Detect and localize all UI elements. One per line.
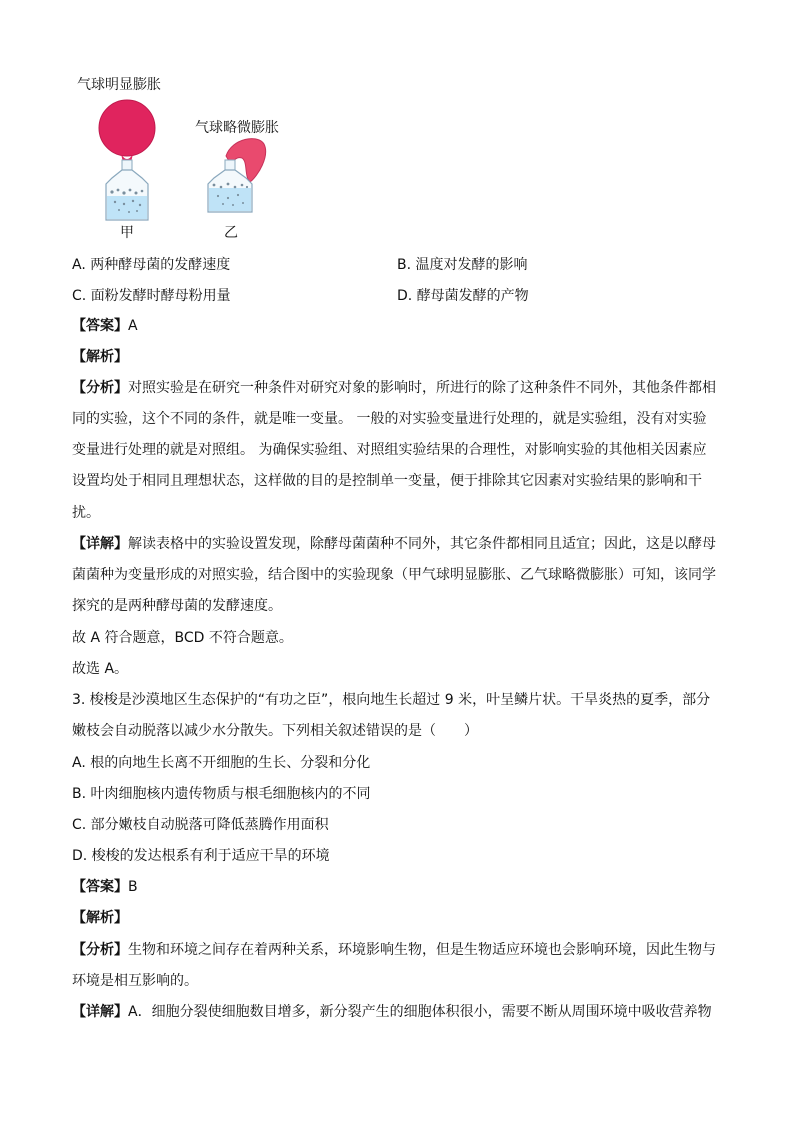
answer-value: A bbox=[128, 318, 138, 334]
label-jia: 甲 bbox=[120, 225, 134, 241]
bottle-yi-liquid bbox=[209, 188, 251, 211]
bottle-jia bbox=[99, 100, 155, 220]
q2-xiangjie-line-2: 菌菌种为变量形成的对照实验，结合图中的实验现象（甲气球明显膨胀、乙气球略微膨胀）可知，该同学 bbox=[72, 567, 716, 583]
bottle-jia-liquid bbox=[107, 196, 147, 219]
q2-answer bbox=[72, 316, 138, 336]
xiangjie-text: 解读表格中的实验设置发现，除酵母菌菌种不同外，其它条件都相同且适宜；因此，这是以酵母 bbox=[128, 536, 716, 552]
q2-analysis-tag: 【解析】 bbox=[72, 349, 128, 365]
q3-stem-line-2: 嫩枝会自动脱落以减少水分散失。下列相关叙述错误的是（ ） bbox=[72, 723, 478, 739]
answer-tag: 【答案】 bbox=[72, 318, 128, 334]
q2-xiangjie-line-1 bbox=[72, 534, 716, 554]
option-d-letter: D. bbox=[397, 288, 413, 304]
fenxi-text: 对照实验是在研究一种条件对研究对象的影响时，所进行的除了这种条件不同外，其他条件都相 bbox=[128, 380, 716, 396]
large-balloon bbox=[99, 100, 155, 156]
fenxi-tag: 【分析】 bbox=[72, 380, 128, 396]
q3-option-a: A. 根的向地生长离不开细胞的生长、分裂和分化 bbox=[72, 755, 371, 771]
bottle-yi bbox=[208, 139, 266, 212]
xiangjie-tag: 【详解】 bbox=[72, 1004, 128, 1020]
answer-tag: 【答案】 bbox=[72, 879, 128, 895]
q3-option-d: D. 梭梭的发达根系有利于适应干旱的环境 bbox=[72, 848, 330, 864]
option-d-text: 酵母菌发酵的产物 bbox=[416, 288, 529, 304]
option-d bbox=[397, 286, 529, 306]
q2-xiangjie-line-3: 探究的是两种酵母菌的发酵速度。 bbox=[72, 598, 282, 614]
q2-fenxi-line-2: 同的实验，这个不同的条件，就是唯一变量。 一般的对实验变量进行处理的，就是实验组，没有对实验 bbox=[72, 411, 707, 427]
q3-fenxi-line-2: 环境是相互影响的。 bbox=[72, 973, 198, 989]
left-balloon-caption: 气球明显膨胀 bbox=[77, 77, 161, 93]
option-b-text: 温度对发酵的影响 bbox=[415, 257, 528, 273]
label-yi: 乙 bbox=[224, 225, 238, 241]
option-b-letter: B. bbox=[397, 257, 412, 273]
q2-fenxi-line-5: 扰。 bbox=[72, 505, 100, 521]
xiangjie-tag: 【详解】 bbox=[72, 536, 128, 552]
option-a bbox=[72, 255, 230, 275]
q3-option-b: B. 叶肉细胞核内遗传物质与根毛细胞核内的不同 bbox=[72, 786, 371, 802]
option-c bbox=[72, 286, 231, 306]
q2-fenxi-line-4: 设置均处于相同且理想状态，这样做的目的是控制单一变量，便于排除其它因素对实验结果的影响和干 bbox=[72, 473, 702, 489]
q3-answer bbox=[72, 877, 138, 897]
q2-fenxi-line-1 bbox=[72, 378, 716, 398]
answer-value: B bbox=[128, 879, 138, 895]
fermentation-figure bbox=[72, 72, 302, 242]
q3-fenxi-line-1 bbox=[72, 940, 716, 960]
q2-fenxi-line-3: 变量进行处理的就是对照组。 为确保实验组、对照组实验结果的合理性，对影响实验的其他相关因素应 bbox=[72, 442, 707, 458]
fenxi-tag: 【分析】 bbox=[72, 942, 128, 958]
q3-stem-line-1: 3. 梭梭是沙漠地区生态保护的“有功之臣”，根向地生长超过 9 米，叶呈鳞片状。干旱炎热的夏季，部分 bbox=[72, 692, 711, 708]
q3-option-c: C. 部分嫩枝自动脱落可降低蒸腾作用面积 bbox=[72, 817, 329, 833]
option-b bbox=[397, 255, 528, 275]
xiangjie-text: A．细胞分裂使细胞数目增多，新分裂产生的细胞体积很小，需要不断从周围环境中吸收营养物 bbox=[128, 1004, 712, 1020]
right-balloon-caption: 气球略微膨胀 bbox=[195, 120, 279, 136]
q3-xiangjie-line-1 bbox=[72, 1002, 712, 1022]
option-a-letter: A. bbox=[72, 257, 86, 273]
fenxi-text: 生物和环境之间存在着两种关系，环境影响生物，但是生物适应环境也会影响环境，因此生物与 bbox=[128, 942, 716, 958]
q3-analysis-tag: 【解析】 bbox=[72, 910, 128, 926]
option-a-text: 两种酵母菌的发酵速度 bbox=[90, 257, 231, 273]
q2-conclusion-2: 故选 A。 bbox=[72, 661, 129, 677]
bottles-illustration bbox=[72, 72, 302, 242]
option-c-letter: C. bbox=[72, 288, 87, 304]
q2-conclusion-1: 故 A 符合题意，BCD 不符合题意。 bbox=[72, 630, 293, 646]
option-c-text: 面粉发酵时酵母粉用量 bbox=[90, 288, 231, 304]
